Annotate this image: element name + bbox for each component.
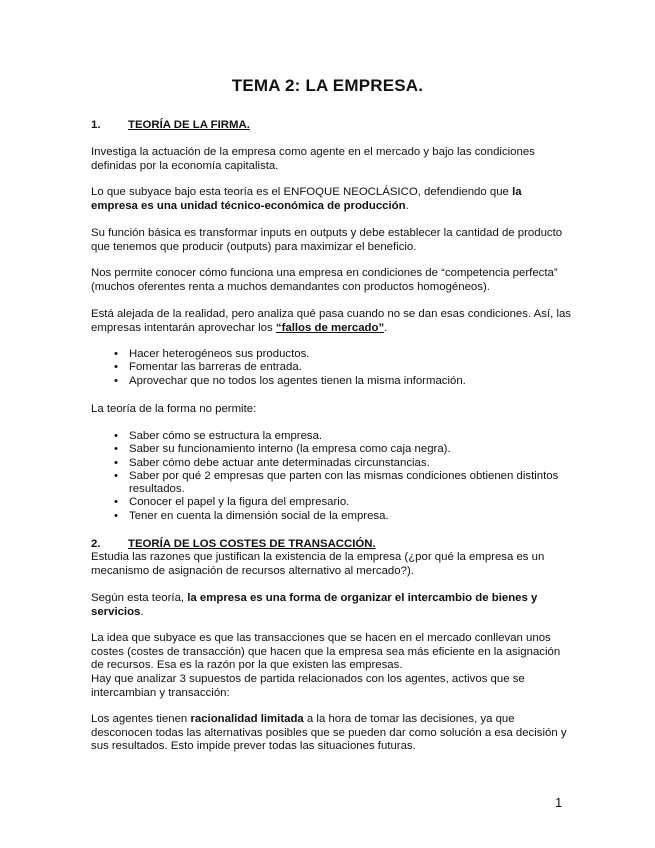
- paragraph: Lo que subyace bajo esta teoría es el ENFOQUE NEOCLÁSICO, defendiendo que la empresa es una unidad técnico-económica de producción.: [91, 186, 522, 212]
- emphasis-text: racionalidad limitada: [190, 713, 304, 725]
- list-item: • Saber por qué 2 empresas que parten con las mismas condiciones obtienen distintos resultados.: [91, 470, 571, 497]
- paragraph: La idea que subyace es que las transacciones que se hacen en el mercado conllevan unos costes (costes de transacción) que hacen que la empresa sea más eficiente en la asignación de recursos. Esa es la razón por la que existen las empresas.: [91, 632, 561, 672]
- paragraph: Investiga la actuación de la empresa como agente en el mercado y bajo las condiciones definidas por la economía capitalista.: [91, 146, 535, 172]
- paragraph: Según esta teoría, la empresa es una forma de organizar el intercambio de bienes y servicios.: [91, 592, 538, 618]
- list-item: • Tener en cuenta la dimensión social de la empresa.: [91, 510, 571, 523]
- emphasis-text: la empresa es una unidad técnico-económica de producción: [91, 186, 522, 212]
- paragraph: Su función básica es transformar inputs en outputs y debe establecer la cantidad de producto que tenemos que producir (outputs) para maximizar el beneficio.: [91, 227, 563, 253]
- paragraph: Hay que analizar 3 supuestos de partida relacionados con los agentes, activos que se intercambian y transacción:: [91, 673, 525, 699]
- list-item: • Saber su funcionamiento interno (la empresa como caja negra).: [91, 443, 571, 456]
- emphasis-text: la empresa es una forma de organizar el intercambio de bienes y servicios: [91, 592, 538, 618]
- section-number: 1.: [91, 119, 101, 131]
- section-1-heading: [91, 119, 250, 133]
- paragraph: Estudia las razones que justifican la existencia de la empresa (¿por qué la empresa es un mecanismo de asignación de recursos alternativo al mercado?).: [91, 551, 545, 577]
- list-item: • Aprovechar que no todos los agentes tienen la misma información.: [91, 375, 571, 388]
- bullet-list: [91, 348, 571, 388]
- bullet-list: [91, 430, 571, 523]
- page-number: 1: [555, 795, 563, 810]
- section-title: TEORÍA DE LOS COSTES DE TRANSACCIÓN.: [128, 538, 376, 550]
- section-2-heading: [91, 538, 376, 552]
- section-number: 2.: [91, 538, 101, 550]
- emphasis-text: “fallos de mercado”: [275, 321, 385, 334]
- paragraph: Está alejada de la realidad, pero analiza qué pasa cuando no se dan esas condiciones. Así, las empresas intentarán aprovechar los “fallos de mercado”.: [91, 308, 572, 334]
- list-item: • Fomentar las barreras de entrada.: [91, 361, 571, 374]
- section-title: TEORÍA DE LA FIRMA.: [128, 119, 250, 131]
- paragraph: Los agentes tienen racionalidad limitada a la hora de tomar las decisiones, ya que desconocen todas las alternativas posibles que se pueden dar como solución a esa decisión y sus resultados. Esto impide prever todas las situaciones futuras.: [91, 713, 567, 753]
- list-item: • Conocer el papel y la figura del empresario.: [91, 496, 571, 509]
- list-item: • Hacer heterogéneos sus productos.: [91, 348, 571, 361]
- paragraph: La teoría de la forma no permite:: [91, 403, 257, 415]
- page-title: TEMA 2: LA EMPRESA.: [231, 76, 424, 95]
- list-item: • Saber cómo se estructura la empresa.: [91, 430, 571, 443]
- list-item: • Saber cómo debe actuar ante determinadas circunstancias.: [91, 457, 571, 470]
- paragraph: Nos permite conocer cómo funciona una empresa en condiciones de “competencia perfecta” (muchos oferentes renta a muchos demandantes con productos homogéneos).: [91, 267, 558, 293]
